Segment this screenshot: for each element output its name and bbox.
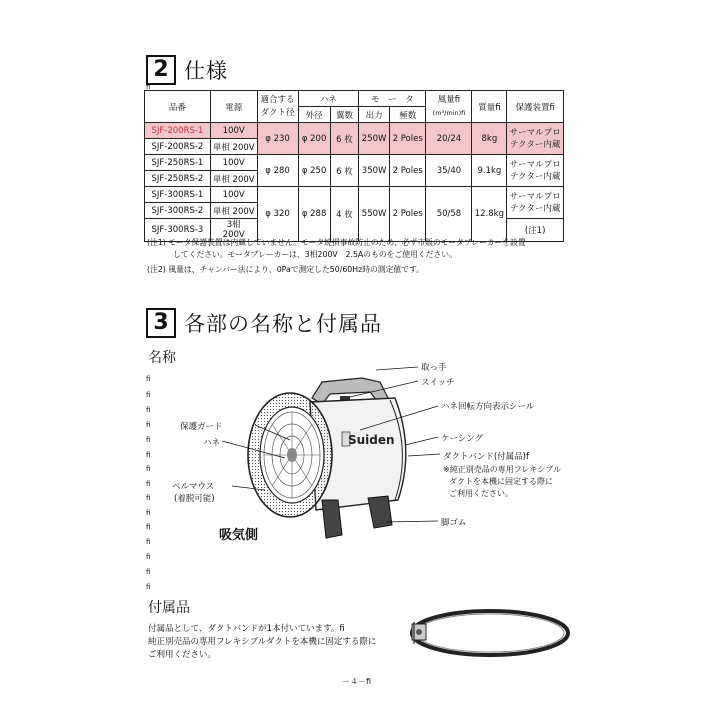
table-cell: φ 280 — [257, 155, 298, 187]
table-cell: 2 Poles — [389, 123, 426, 155]
table-cell: 350W — [359, 155, 390, 187]
table-cell: 単相 200V — [210, 139, 257, 155]
table-cell: 100V — [210, 155, 257, 171]
fi-mark: fi — [146, 538, 151, 546]
header-blade: ハネ — [298, 91, 359, 107]
table-cell: 250W — [359, 123, 390, 155]
table-cell: SJF-300RS-2 — [145, 203, 211, 219]
fi-mark: fi — [146, 391, 151, 399]
fi-mark: fi — [146, 465, 151, 473]
names-heading: 名称 — [148, 350, 176, 366]
fi-mark: fi — [146, 421, 151, 429]
label-seal: ハネ回転方向表示シール — [441, 402, 535, 412]
header-model: 品番 — [145, 91, 211, 123]
fi-mark: fi — [146, 553, 151, 561]
table-cell: SJF-300RS-3 — [145, 219, 211, 242]
table-cell: 550W — [359, 187, 390, 242]
header-protect: 保護装置fi — [507, 91, 564, 123]
fi-mark: fi — [146, 494, 151, 502]
table-cell: SJF-200RS-2 — [145, 139, 211, 155]
label-band: ダクトバンド(付属品)f — [443, 452, 529, 462]
header-motor: モ ー タ — [359, 91, 426, 107]
section-3-number: 3 — [146, 308, 176, 338]
table-cell: SJF-250RS-2 — [145, 171, 211, 187]
table-cell: 4 枚 — [330, 187, 359, 242]
fi-mark: fi — [146, 509, 151, 517]
fi-mark: fi — [146, 480, 151, 488]
note-1a: (注1) モータ保護装置は内蔵していません。モータ焼損事故防止のため、必ず市販のモータブレーカーを設置 — [147, 238, 526, 247]
table-cell: 100V — [210, 123, 257, 139]
table-cell: 2 Poles — [389, 187, 426, 242]
table-cell: (注1) — [507, 219, 564, 242]
table-cell: φ 230 — [257, 123, 298, 155]
header-output: 出力 — [359, 107, 390, 123]
section-3-title: 各部の名称と付属品 — [184, 312, 382, 336]
table-cell: 3相 200V — [210, 219, 257, 242]
table-cell: 単相 200V — [210, 203, 257, 219]
header-weight: 質量fi — [472, 91, 507, 123]
accessory-line-2: 純正別売品の専用フレキシブルダクトを本機に固定する際に — [148, 637, 377, 647]
section-2-title: 仕様 — [184, 59, 228, 83]
section-2-number: 2 — [146, 55, 176, 85]
table-cell: サーマルプロ テクター内蔵 — [507, 187, 564, 219]
table-cell: SJF-250RS-1 — [145, 155, 211, 171]
table-cell: 8kg — [472, 123, 507, 155]
fi-mark: fi — [146, 451, 151, 459]
label-switch: スイッチ — [421, 378, 455, 388]
table-cell: 20/24 — [426, 123, 472, 155]
header-poles: 極数 — [389, 107, 426, 123]
table-cell: φ 320 — [257, 187, 298, 242]
table-cell: 100V — [210, 187, 257, 203]
table-cell: 9.1kg — [472, 155, 507, 187]
table-cell: φ 288 — [298, 187, 330, 242]
brand-logo: Suiden — [348, 433, 395, 447]
table-cell: SJF-300RS-1 — [145, 187, 211, 203]
fi-mark: fi — [146, 568, 151, 576]
label-handle: 取っ手 — [421, 363, 447, 373]
table-cell: 6 枚 — [330, 155, 359, 187]
label-blade: ハネ — [203, 438, 221, 448]
header-airflow: 風量fi (m³/min)fi — [426, 91, 472, 123]
note-1b: してください。モータブレーカーは、3相200V 2.5Aのものをご使用ください。 — [173, 250, 457, 259]
header-duct: 適合する ダクト径 — [257, 91, 298, 123]
table-cell: φ 250 — [298, 155, 330, 187]
label-casing: ケーシング — [441, 434, 483, 444]
table-cell: 6 枚 — [330, 123, 359, 155]
label-guard: 保護ガード — [180, 422, 223, 432]
table-cell: φ 200 — [298, 123, 330, 155]
table-cell: SJF-200RS-1 — [145, 123, 211, 139]
fi-mark: fi — [146, 83, 151, 91]
header-blade-dia: 外径 — [298, 107, 330, 123]
table-cell: 35/40 — [426, 155, 472, 187]
table-cell: サーマルプロ テクター内蔵 — [507, 123, 564, 155]
fi-mark: fi — [146, 523, 151, 531]
fi-mark: fi — [146, 375, 151, 383]
fi-mark: fi — [146, 406, 151, 414]
accessory-line-3: ご利用ください。 — [148, 650, 217, 660]
accessory-line-1: 付属品として、ダクトバンドが1本付いています。fi — [148, 624, 345, 634]
label-intake: 吸気側 — [219, 528, 259, 543]
table-cell: 2 Poles — [389, 155, 426, 187]
label-bellmouth-note: (着脱可能) — [174, 494, 215, 504]
note-2: (注2) 風量は、チャンバー法により、0Paで測定した50/60Hz時の測定値です。 — [147, 265, 424, 274]
band-note-1: ※純正別売品の専用フレキシブル — [443, 465, 561, 474]
header-blade-count: 翼数 — [330, 107, 359, 123]
band-note-2: ダクトを本機に固定する際に — [449, 477, 553, 486]
accessory-heading: 付属品 — [148, 600, 190, 616]
fi-mark: fi — [146, 436, 151, 444]
band-note-3: ご利用ください。 — [449, 489, 513, 498]
page-number: －４－fi — [342, 677, 372, 686]
table-cell: サーマルプロ テクター内蔵 — [507, 155, 564, 187]
header-power: 電源 — [210, 91, 257, 123]
table-cell: 12.8kg — [472, 187, 507, 242]
label-foot: 脚ゴム — [441, 518, 467, 528]
table-cell: 50/58 — [426, 187, 472, 242]
duct-band-image — [400, 600, 580, 670]
label-bellmouth: ベルマウス — [172, 482, 215, 492]
fi-mark: fi — [146, 583, 151, 591]
table-cell: 単相 200V — [210, 171, 257, 187]
